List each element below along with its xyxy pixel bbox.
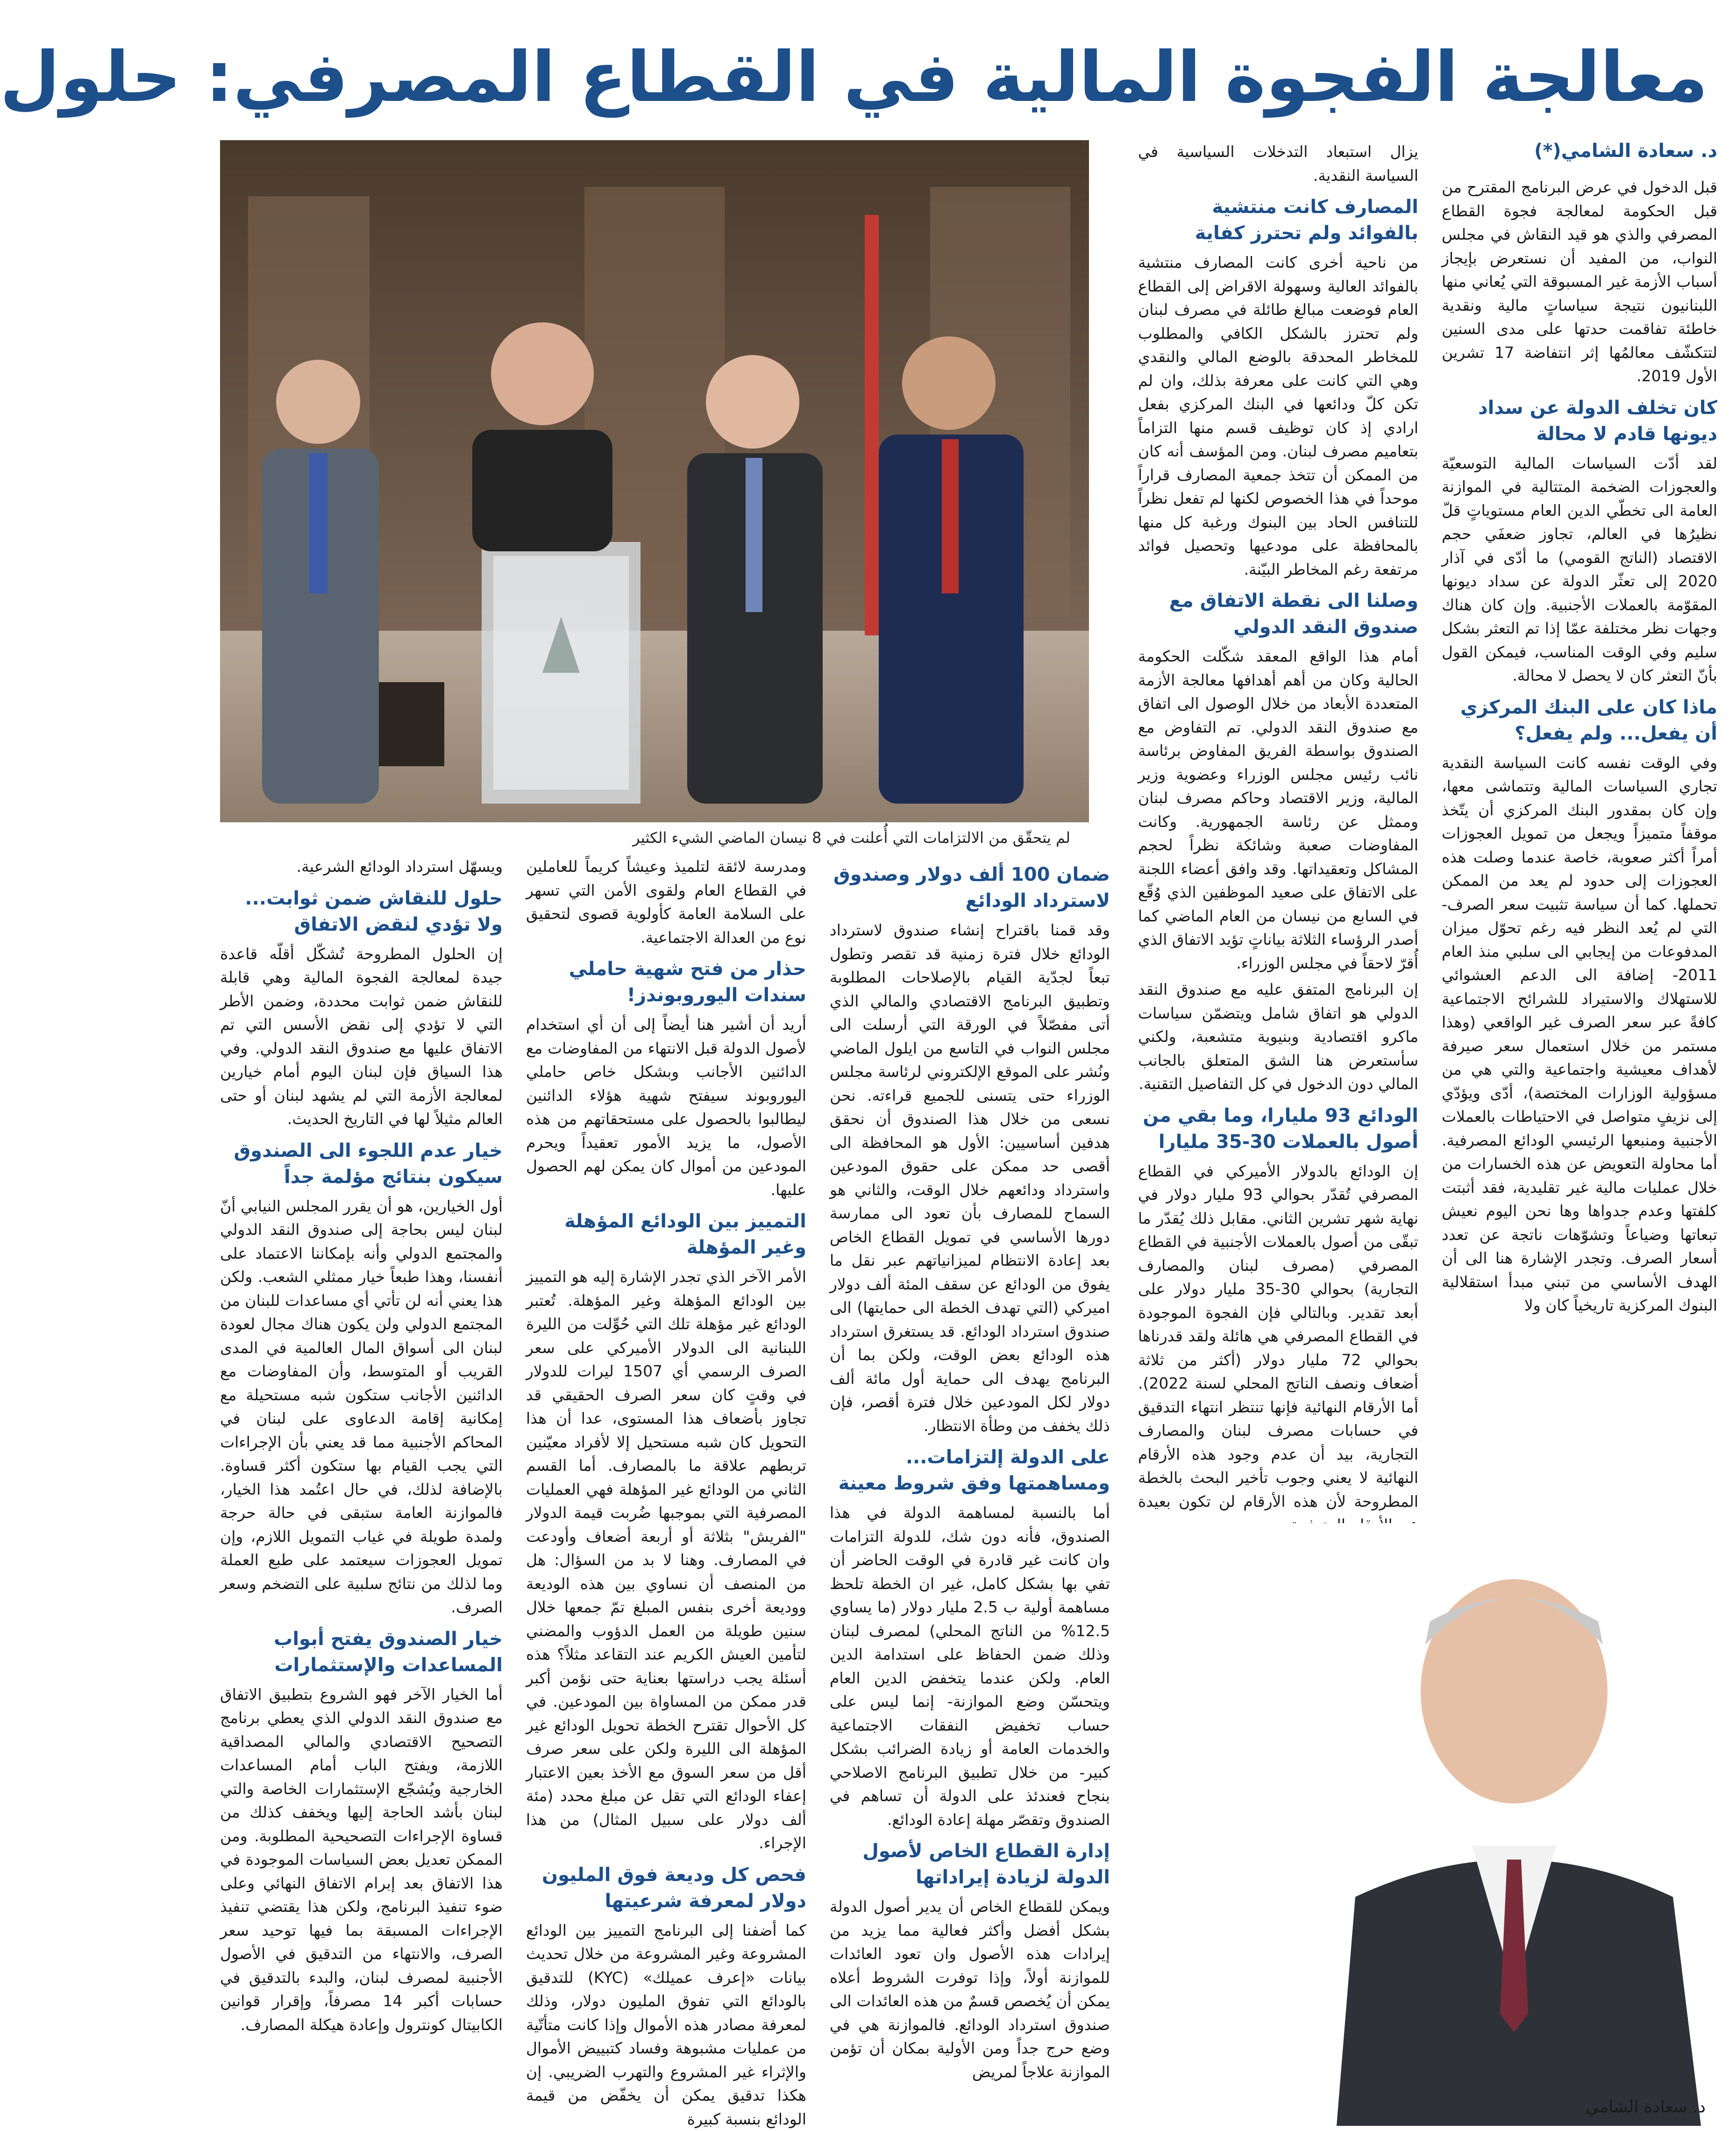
col3-subheading-2: على الدولة إلتزامات... ومساهمتها وفق شروط معينة xyxy=(830,1444,1110,1497)
col4-paragraph-1: ومدرسة لائقة لتلميذ وعيشاً كريماً للعاملين في القطاع العام ولقوى الأمن التي تسهر على السلامة العامة كأولوية قصوى لتحقيق نوع من العدالة الاجتماعية. xyxy=(526,855,806,949)
col3-paragraph-1: وقد قمنا باقتراح إنشاء صندوق لاسترداد الودائع خلال فترة زمنية قد تقصر وتطول تبعاً لجدّية القيام بالإصلاحات المطلوبة وتطبيق البرنامج الاقتصادي والمالي الذي أتى مفصّلاً في الورقة التي أرسلت الى مجلس النواب في التاسع من ايلول الماضي ونُشر على الموقع الإلكتروني لرئاسة مجلس الوزراء حتى يتسنى للجميع قراءته. نحن نسعى من خلال هذا الصندوق أن نحقق هدفين أساسيين: الأول هو المحافظة الى أقصى حد ممكن على حقوق المودعين واسترداد ودائعهم خلال الوقت، والثاني هو السماح للمصارف بأن تعود الى ممارسة دورها الأساسي في تمويل القطاع الخاص بعد إعادة الانتظام لميزانياتهم عبر نقل ما يفوق من الودائع عن سقف المئة ألف دولار اميركي (التي تهدف الخطة الى حمايتها) الى صندوق استرداد الودائع. قد يستغرق استرداد هذه الودائع بعض الوقت، ولكن بما أن البرنامج يهدف الى حماية أول مائة ألف دولار لكل المودعين خلال فترة أقصر، فإن ذلك يخفف من وطأة الانتظار. xyxy=(830,919,1110,1438)
col2-subheading-3: الودائع 93 مليارا، وما بقي من أصول بالعملات 30-35 مليارا xyxy=(1138,1103,1418,1155)
author-portrait-drawing xyxy=(1252,1523,1720,2126)
col2-subheading-1: المصارف كانت منتشية بالفوائد ولم تحترز كفاية xyxy=(1138,194,1418,246)
col1-subheading-1: كان تخلف الدولة عن سداد ديونها قادم لا محالة xyxy=(1442,395,1717,447)
col2-paragraph-3: أمام هذا الواقع المعقد شكّلت الحكومة الحالية وكان من أهم أهدافها معالجة الأزمة المتعددة الأبعاد من خلال الوصول الى اتفاق مع صندوق النقد الدولي. تم التفاوض مع الصندوق بواسطة الفريق المفاوض برئاسة نائب رئيس مجلس الوزراء وعضوية وزير المالية، وزير الاقتصاد وحاكم مصرف لبنان وممثل عن رئاسة الجمهورية. وكانت المفاوضات صعبة وشائكة نظراً لحجم المشاكل وتعقيداتها. وقد وافق أعضاء اللجنة على الاتفاق على صعيد الموظفين الذي وُقّع في السابع من نيسان من العام الماضي كما أصدر الرؤساء الثلاثة بياناتٍ تؤيد الاتفاق الذي أُقرّ لاحقاً في مجلس الوزراء. xyxy=(1138,645,1418,975)
portrait-caption: د. سعادة الشامي xyxy=(1586,2097,1706,2117)
col3-subheading-1: ضمان 100 ألف دولار وصندوق لاسترداد الودائع xyxy=(830,862,1110,914)
col5-paragraph-1: ويسهّل استرداد الودائع الشرعية. xyxy=(220,855,503,879)
col2-paragraph-2: من ناحية أخرى كانت المصارف منتشية بالفوائد العالية وسهولة الاقراض إلى القطاع العام فوضعت مبالغ طائلة في مصرف لبنان ولم تحترز بالشكل الكافي والمطلوب للمخاطر المحدقة بالوضع المالي والنقدي وهي التي كانت على معرفة بذلك، وان لم تكن كلّ ودائعها في البنك المركزي بفعل ارادي إذ كان توظيف قسم منها التزاماً بتعاميم مصرف لبنان. ومن المؤسف أنه كان من الممكن أن تتخذ جمعية المصارف قراراً موحداً في هذا الخصوص لكنها لم تفعل نظراً للتنافس الحاد بين البنوك ورغبة كل منها بالمحافظة على مودعيها وتحصيل فوائد مرتفعة رغم المخاطر البيّنة. xyxy=(1138,251,1418,581)
column-4 xyxy=(526,855,806,2112)
col5-paragraph-3: أول الخيارين، هو أن يقرر المجلس النيابي أنّ لبنان ليس بحاجة إلى صندوق النقد الدولي والمجتمع الدولي وأنه بإمكاننا الاعتماد على أنفسنا، وهذا طبعاً خيار ممثلي الشعب. ولكن هذا يعني أنه لن تأتي أي مساعدات للبنان من المجتمع الدولي ولن يكون هناك مجال لعودة لبنان الى أسواق المال العالمية في المدى القريب أو المتوسط، وأن المفاوضات مع الدائنين الأجانب ستكون شبه مستحيلة مع إمكانية إقامة الدعاوى على لبنان في المحاكم الأجنبية مما قد يعني بأن الإجراءات التي يجب القيام بها ستكون أكثر قساوة. بالإضافة لذلك، في حال اعتُمد هذا الخيار، فالموازنة العامة ستبقى في حالة حرجة ولمدة طويلة في غياب التمويل اللازم، وإن تمويل العجوزات سيعتمد على طبع العملة وما لذلك من نتائج سلبية على التضخم وسعر الصرف. xyxy=(220,1195,503,1619)
group-photo xyxy=(220,140,1089,822)
col5-subheading-2: خيار عدم اللجوء الى الصندوق سيكون بنتائج مؤلمة جداً xyxy=(220,1138,503,1190)
col5-paragraph-4: أما الخيار الآخر فهو الشروع بتطبيق الاتفاق مع صندوق النقد الدولي الذي يعطي برنامج التصحيح الاقتصادي والمالي المصداقية اللازمة، ويفتح الباب أمام المساعدات الخارجية ويُشجّع الإستثمارات الخاصة والتي لبنان بأشد الحاجة إليها ويخفف كذلك من قساوة الإجراءات التصحيحية المطلوبة. ومن الممكن تعديل بعض السياسات الموجودة في هذا الاتفاق بعد إبرام الاتفاق النهائي وعلى ضوء تنفيذ البرنامج، ولكن هذا يقتضي تنفيذ الإجراءات المسبقة بما فيها توحيد سعر الصرف، والانتهاء من التدقيق في الأصول الأجنبية لمصرف لبنان، والبدء بالتدقيق في حسابات أكبر 14 مصرفاً، وإقرار قوانين الكابيتال كونترول وإعادة هيكلة المصارف. xyxy=(220,1683,503,2037)
col4-paragraph-3: الأمر الآخر الذي تجدر الإشارة إليه هو التمييز بين الودائع المؤهلة وغير المؤهلة. تُعتبر الودائع غير مؤهلة تلك التي حُوِّلت من الليرة اللبنانية الى الدولار الأميركي على سعر الصرف الرسمي أي 1507 ليرات للدولار في وقتٍ كان سعر الصرف الحقيقي قد تجاوز بأضعاف هذا المستوى، عدا أن هذا التحويل كان شبه مستحيل إلا لأفراد معيّنين تربطهم علاقة ما بالمصارف. أما القسم الثاني من الودائع غير المؤهلة فهي العمليات المصرفية التي بموجبها ضُربت قيمة الدولار "الفريش" بثلاثة أو أربعة أضعاف وأودعت في المصارف. وهنا لا بد من السؤال: هل من المنصف أن نساوي بين هذه الوديعة ووديعة أخرى بنفس المبلغ تمّ جمعها خلال سنين طويلة من العمل الدؤوب والمضني لتأمين العيش الكريم عند التقاعد مثلاً؟ هذه أسئلة يجب دراستها بعناية حتى نؤمن أكبر قدر ممكن من المساواة بين المودعين. في كل الأحوال تقترح الخطة تحويل الودائع غير المؤهلة الى الليرة ولكن على سعر صرف أقل من سعر السوق مع الأخذ بعين الاعتبار إعفاء الودائع التي تقل عن مبلغ محدد (مئة ألف دولار على سبيل المثال) من هذا الإجراء. xyxy=(526,1265,806,1855)
col1-paragraph-1: قبل الدخول في عرض البرنامج المقترح من قبل الحكومة لمعالجة فجوة القطاع المصرفي والذي هو قيد النقاش في مجلس النواب، من المفيد أن نستعرض بإيجاز أسباب الأزمة غير المسبوقة التي يُعاني منها اللبنانيون نتيجة سياساتٍ مالية ونقدية خاطئة تفاقمت حدتها على مدى السنين لتتكشّف معالمُها إثر انتفاضة 17 تشرين الأول 2019. xyxy=(1442,176,1717,388)
col5-paragraph-2: إن الحلول المطروحة تُشكّل أقلّه قاعدة جيدة لمعالجة الفجوة المالية وهي قابلة للنقاش ضمن ثوابت محددة، وضمن الأطر التي لا تؤدي إلى نقض الأسس التي تم الاتفاق عليها مع صندوق النقد الدولي. وفي هذا السياق فإن لبنان اليوم أمام خيارين لمعالجة الأزمة التي لم يشهد لبنان أو حتى العالم مثيلاً لها في التاريخ الحديث. xyxy=(220,942,503,1131)
col2-subheading-2: وصلنا الى نقطة الاتفاق مع صندوق النقد الدولي xyxy=(1138,588,1418,640)
col3-paragraph-3: ويمكن للقطاع الخاص أن يدير أصول الدولة بشكل أفضل وأكثر فعالية مما يزيد من إيرادات هذه الأصول وان تعود العائدات للموازنة أولاً، وإذا توفرت الشروط أعلاه يمكن أن يُخصص قسمٌ من هذه العائدات الى صندوق استرداد الودائع. فالموازنة هي في وضع حرج جداً ومن الأولية بمكان أن تؤمن الموازنة علاجاً لمريض xyxy=(830,1895,1110,2084)
col4-paragraph-4: كما أضفنا إلى البرنامج التمييز بين الودائع المشروعة وغير المشروعة من خلال تحديث بيانات «إعرف عميلك» (KYC) للتدقيق بالودائع التي تفوق المليون دولار، وذلك لمعرفة مصادر هذه الأموال وإذا كانت متأتّية من عمليات مشبوهة وفساد كتبييض الأموال والإثراء غير المشروع والتهرب الضريبي. إن هكذا تدقيق يمكن أن يخفّض من قيمة الودائع بنسبة كبيرة xyxy=(526,1919,806,2131)
col5-subheading-3: خيار الصندوق يفتح أبواب المساعدات والإستثمارات xyxy=(220,1626,503,1678)
col1-paragraph-3: وفي الوقت نفسه كانت السياسة النقدية تجاري السياسات المالية وتتماشى معها، وإن كان بمقدور البنك المركزي أن يتّخذ موقفاً متميزاً ويجعل من تمويل العجوزات أمراً أكثر صعوبة، خاصة عندما وصلت هذه العجوزات إلى حدود لم يعد من الممكن تحملها. كما أن سياسة تثبيت سعر الصرف- التي لم يُعد النظر فيه رغم تحوّل ميزان المدفوعات من إيجابي الى سلبي منذ العام 2011- إضافة الى الدعم العشوائي للاستهلاك والاستيراد للشرائح الاجتماعية كافةً عبر سعر الصرف غير الواقعي (وهذا مستمر من خلال استعمال سعر صيرفة لأهداف معيشية واجتماعية والتي هي من مسؤولية الوزارات المختصة)، أدّى ويؤدّي إلى نزيفٍ متواصل في الاحتياطات بالعملات الأجنبية ومنبعها الرئيسي الودائع المصرفية. أما محاولة التعويض عن هذه الخسارات من خلال عمليات مالية غير تقليدية، فقد أثبتت كلفتها وعدم جدواها وها نحن اليوم نعيش تبعاتها وضياعاً وتشوّهات ناتجة عن تعدد أسعار الصرف. وتجدر الإشارة هنا الى أن الهدف الأساسي من تبني مبدأ استقلالية البنوك المركزية تاريخياً كان ولا xyxy=(1442,751,1717,1318)
col3-subheading-3: إدارة القطاع الخاص لأصول الدولة لزيادة إيراداتها xyxy=(830,1838,1110,1890)
group-photo-drawing xyxy=(220,140,1089,822)
col2-paragraph-4: إن البرنامج المتفق عليه مع صندوق النقد الدولي هو اتفاق شامل ويتضمّن سياسات ماكرو اقتصادية وبنيوية متشعبة، ولكني سأستعرض هنا الشق المتعلق بالجانب المالي دون الدخول في كل التفاصيل التقنية. xyxy=(1138,978,1418,1096)
column-1 xyxy=(1442,140,1717,1523)
headline: معالجة الفجوة المالية في القطاع المصرفي: حلول xyxy=(229,23,1708,131)
col4-subheading-3: فحص كل وديعة فوق المليون دولار لمعرفة شرعيتها xyxy=(526,1862,806,1914)
byline: د. سعادة الشامي(*) xyxy=(1442,140,1717,162)
col3-paragraph-2: أما بالنسبة لمساهمة الدولة في هذا الصندوق، فأنه دون شك، للدولة التزامات وان كانت غير قادرة في الوقت الحاضر أن تفي بها بشكل كامل، غير ان الخطة تلحظ مساهمة أولية ب 2.5 مليار دولار (ما يساوي 12.5% من الناتج المحلي) لمصرف لبنان وذلك ضمن الحفاظ على استدامة الدين العام. ولكن عندما يتخفض الدين العام ويتحسّن وضع الموازنة- إنما ليس على حساب تخفيض النفقات الاجتماعية والخدمات العامة أو زيادة الضرائب بشكل كبير- من خلال تطبيق البرنامج الاصلاحي بنجاح فعندئذ على الدولة أن تساهم في الصندوق وتقصّر مهلة إعادة الودائع. xyxy=(830,1501,1110,1832)
col1-paragraph-2: لقد أدّت السياسات المالية التوسعيّة والعجوزات الضخمة المتتالية في الموازنة العامة الى تخطّي الدين العام مستوياتٍ قلّ نظيرُها في العالم، تجاوز ضعفَي حجم الاقتصاد (الناتج القومي) ما أدّى في آذار 2020 إلى تعثّر الدولة عن سداد ديونها المقوّمة بالعملات الأجنبية. وإن كان هناك وجهات نظر مختلفة عمّا إذا تم التعثر بشكل سليم وفي الوقت المناسب، فيمكن القول بأنّ التعثر كان لا يحصل لا محالة. xyxy=(1442,452,1717,688)
column-3 xyxy=(830,855,1110,2112)
col2-paragraph-1: يزال استبعاد التدخلات السياسية في السياسة النقدية. xyxy=(1138,140,1418,187)
column-5 xyxy=(220,855,503,2112)
author-portrait xyxy=(1252,1523,1720,2126)
photo-caption: لم يتحقّق من الالتزامات التي أُعلنت في 8 نيسان الماضي الشيء الكثير xyxy=(220,826,1089,849)
col5-subheading-1: حلول للنقاش ضمن ثوابت... ولا تؤدي لنقض الاتفاق xyxy=(220,885,503,938)
col4-paragraph-2: أريد أن أشير هنا أيضاً إلى أن أي استخدام لأصول الدولة قبل الانتهاء من المفاوضات مع الدائنين الأجانب وبشكل خاص حاملي اليوروبوند سيفتح شهية هؤلاء الدائنين ليطالبوا بالحصول على مستحقاتهم من هذه الأصول، ما يزيد الأمور تعقيداً ويحرم المودعين من أموال كان يمكن لهم الحصول عليها. xyxy=(526,1013,806,1202)
col4-subheading-2: التمييز بين الودائع المؤهلة وغير المؤهلة xyxy=(526,1208,806,1261)
col1-subheading-2: ماذا كان على البنك المركزي أن يفعل... ولم يفعل؟ xyxy=(1442,694,1717,747)
col4-subheading-1: حذار من فتح شهية حاملي سندات اليوروبوندز! xyxy=(526,956,806,1008)
col2-paragraph-5: إن الودائع بالدولار الأميركي في القطاع المصرفي تُقدّر بحوالي 93 مليار دولار في نهاية شهر تشرين الثاني. مقابل ذلك يُقدّر ما تبقّى من أصول بالعملات الأجنبية في القطاع المصرفي (مصرف لبنان والمصارف التجارية) بحوالي 30-35 مليار دولار على أبعد تقدير. وبالتالي فإن الفجوة الموجودة في القطاع المصرفي هي هائلة ولقد قدرناها بحوالي 72 مليار دولار (أكثر من ثلاثة أضعاف ونصف الناتج المحلي لسنة 2022). أما الأرقام النهائية فإنها تنتظر انتهاء التدقيق في حسابات مصرف لبنان والمصارف التجارية، بيد أن عدم وجود هذه الأرقام النهائية لا يعني وجوب تأخير البحث بالخطة المطروحة لأن هذه الأرقام لن تكون بعيدة xyxy=(1138,1160,1418,1537)
